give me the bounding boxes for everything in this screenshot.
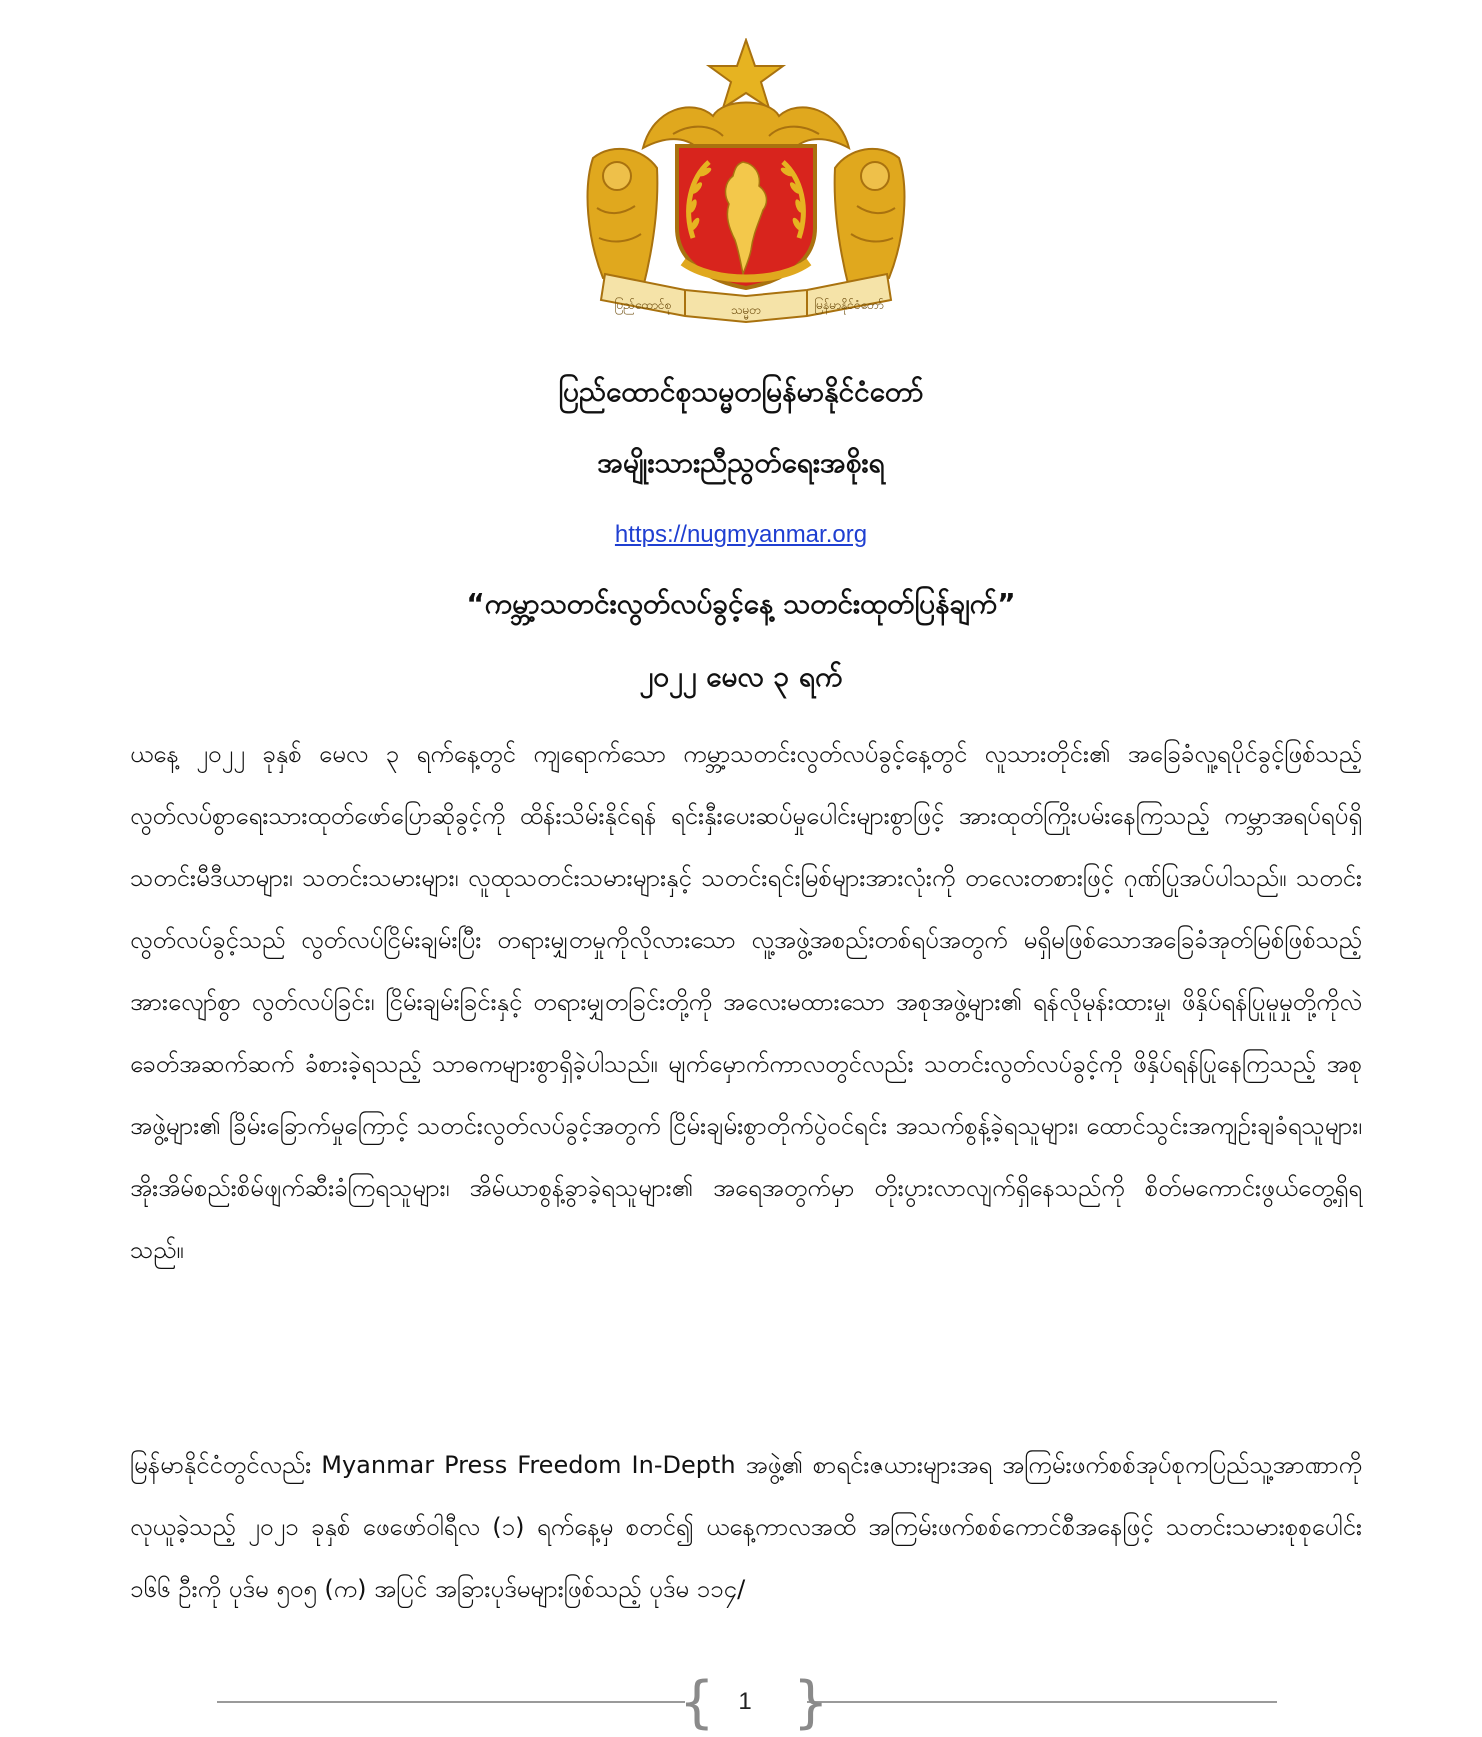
ribbon-text-left: ပြည်ထောင်စု — [614, 298, 672, 312]
website-link-container — [0, 516, 1482, 553]
ribbon-text-right: မြန်မာနိုင်ငံတော် — [814, 298, 884, 312]
right-brace-icon: } — [793, 1670, 829, 1735]
body-paragraph-1: ယနေ့ ၂၀၂၂ ခုနှစ် မေလ ၃ ရက်နေ့တွင် ကျရောက်သော ကမ္ဘာ့သတင်းလွတ်လပ်ခွင့်နေ့တွင် လူသားတိုင်း၏ အခြေခံလူ့ရပိုင်ခွင့်ဖြစ်သည့် လွတ်လပ်စွာရေးသားထုတ်ဖော်ပြောဆိုခွင့်ကို ထိန်းသိမ်းနိုင်ရန် ရင်းနှီးပေးဆပ်မှုပေါင်းများစွာဖြင့် အားထုတ်ကြိုးပမ်းနေကြသည့် ကမ္ဘာအရပ်ရပ်ရှိ သတင်းမီဒီယာများ၊ သတင်းသမားများ၊ လူထုသတင်းသမားများနှင့် သတင်းရင်းမြစ်များအားလုံးကို တလေးတစားဖြင့် ဂုဏ်ပြုအပ်ပါသည်။ သတင်းလွတ်လပ်ခွင့်သည် လွတ်လပ်ငြိမ်းချမ်းပြီး တရားမျှတမှုကိုလိုလားသော လူ့အဖွဲ့အစည်းတစ်ရပ်အတွက် မရှိမဖြစ်သောအခြေခံအုတ်မြစ်ဖြစ်သည့်အားလျော်စွာ လွတ်လပ်ခြင်း၊ ငြိမ်းချမ်းခြင်းနှင့် တရားမျှတခြင်းတို့ကို အလေးမထားသော အစုအဖွဲ့များ၏ ရန်လိုမုန်းထားမှု၊ ဖိနှိပ်ရန်ပြုမူမှုတို့ကိုလဲ ခေတ်အဆက်ဆက် ခံစားခဲ့ရသည့် သာဓကများစွာရှိခဲ့ပါသည်။ မျက်မှောက်ကာလတွင်လည်း သတင်းလွတ်လပ်ခွင့်ကို ဖိနှိပ်ရန်ပြုနေကြသည့် အစုအဖွဲ့များ၏ ခြိမ်းခြောက်မှုကြောင့် သတင်းလွတ်လပ်ခွင့်အတွက် ငြိမ်းချမ်းစွာတိုက်ပွဲဝင်ရင်း အသက်စွန့်ခဲ့ရသူများ၊ ထောင်သွင်းအကျဉ်းချခံရသူများ၊ အိုးအိမ်စည်းစိမ်ဖျက်ဆီးခံကြရသူများ၊ အိမ်ယာစွန့်ခွာခဲ့ရသူများ၏ အရေအတွက်မှာ တိုးပွားလာလျက်ရှိနေသည်ကို စိတ်မကောင်းဖွယ်တွေ့ရှိရသည်။ — [130, 740, 1362, 1264]
body-paragraph-2: မြန်မာနိုင်ငံတွင်လည်း Myanmar Press Freedom In-Depth အဖွဲ့၏ စာရင်းဇယားများအရ အကြမ်းဖက်စစ်အုပ်စုကပြည်သူ့အာဏာကို လုယူခဲ့သည့် ၂၀၂၁ ခုနှစ် ဖေဖော်ဝါရီလ (၁) ရက်နေ့မှ စတင်၍ ယနေ့ကာလအထိ အကြမ်းဖက်စစ်ကောင်စီအနေဖြင့် သတင်းသမားစုစုပေါင်း ၁၆၆ ဦးကို ပုဒ်မ ၅၀၅ (က) အပြင် အခြားပုဒ်မများဖြစ်သည့် ပုဒ်မ ၁၁၄/ — [130, 1451, 1362, 1603]
footer-rule-right — [807, 1701, 1277, 1703]
statement-date: ၂၀၂၂ မေလ ၃ ရက် — [639, 660, 843, 693]
department-name: အမျိုးသားညီညွတ်ရေးအစိုးရ — [597, 446, 885, 479]
state-emblem-graphic — [573, 38, 919, 324]
ribbon-text-center: သမ္မတ — [730, 303, 762, 317]
page-number: 1 — [738, 1688, 752, 1715]
state-emblem — [573, 38, 919, 324]
footer-rule-left — [217, 1701, 685, 1703]
country-name: ပြည်ထောင်စုသမ္မတမြန်မာနိုင်ငံတော် — [558, 375, 924, 408]
statement-title: “ကမ္ဘာ့သတင်းလွတ်လပ်ခွင့်နေ့ သတင်းထုတ်ပြန်ချက်” — [466, 587, 1016, 620]
left-brace-icon: { — [679, 1670, 715, 1735]
website-link[interactable]: https://nugmyanmar.org — [614, 521, 868, 548]
star-icon — [709, 40, 783, 108]
